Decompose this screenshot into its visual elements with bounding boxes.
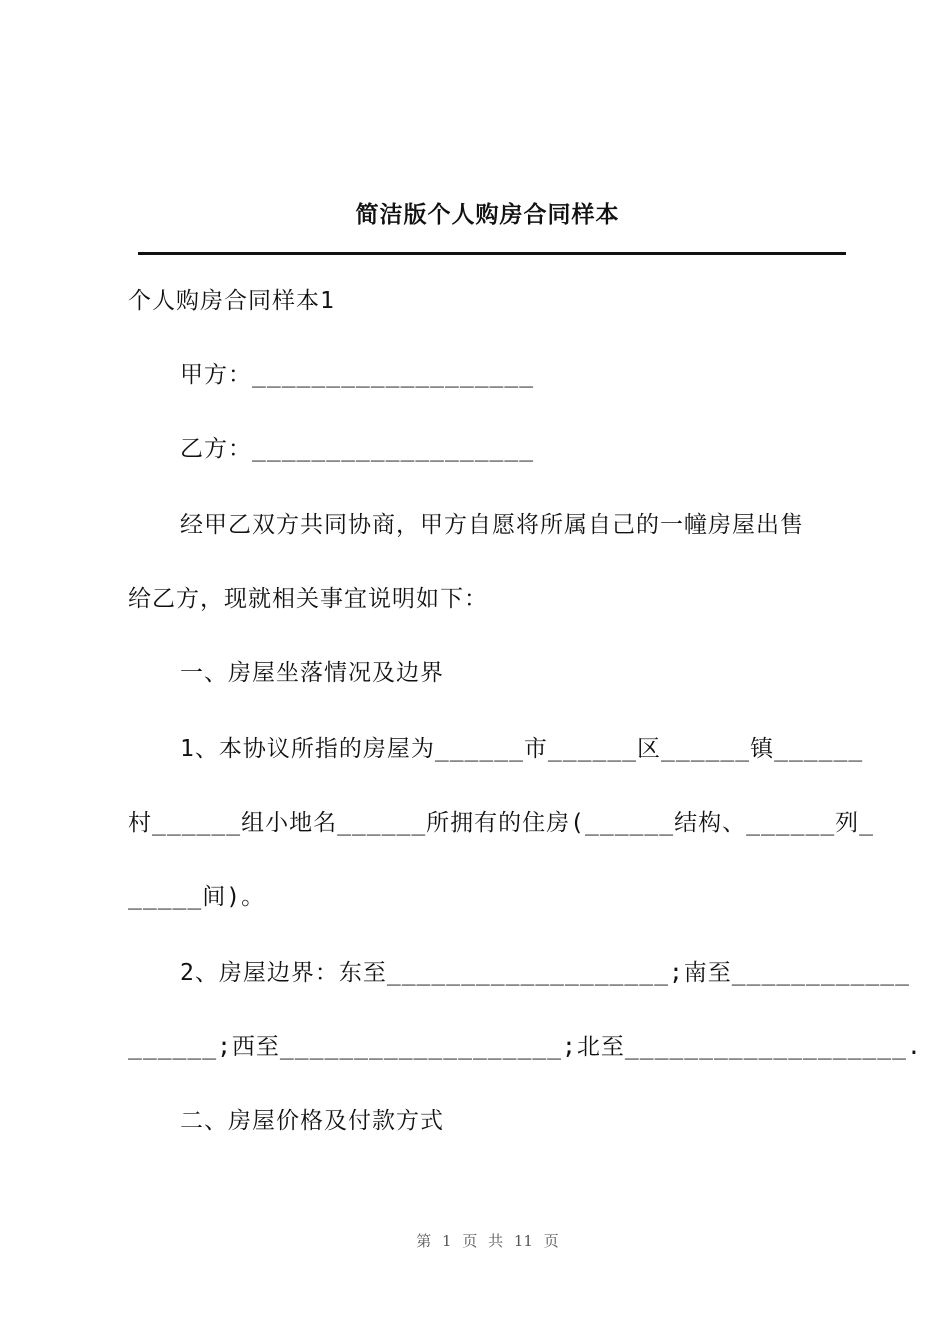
clause-heading: 一、房屋坐落情况及边界 — [180, 660, 444, 686]
paragraph-line: 1、本协议所指的房屋为______市______区______镇______ — [180, 736, 864, 762]
paragraph-line: 给乙方，现就相关事宜说明如下： — [128, 586, 488, 612]
party-a-line: 甲方：___________________ — [180, 362, 535, 388]
document-title: 简洁版个人购房合同样本 — [355, 201, 620, 228]
paragraph-line: _____间)。 — [128, 884, 266, 910]
paragraph-line: 经甲乙双方共同协商，甲方自愿将所属自己的一幢房屋出售 — [180, 512, 804, 538]
party-b-line: 乙方：___________________ — [180, 436, 535, 462]
section-heading: 个人购房合同样本1 — [128, 288, 335, 314]
title-divider — [138, 252, 846, 255]
paragraph-line: 2、房屋边界：东至___________________;南至____________ — [180, 960, 910, 986]
paragraph-line: ______;西至___________________;北至___________________. — [128, 1034, 922, 1060]
paragraph-line: 村______组小地名______所拥有的住房(______结构、______列_ — [128, 810, 875, 836]
page-footer: 第 1 页 共 11 页 — [416, 1232, 559, 1250]
clause-heading: 二、房屋价格及付款方式 — [180, 1108, 444, 1134]
